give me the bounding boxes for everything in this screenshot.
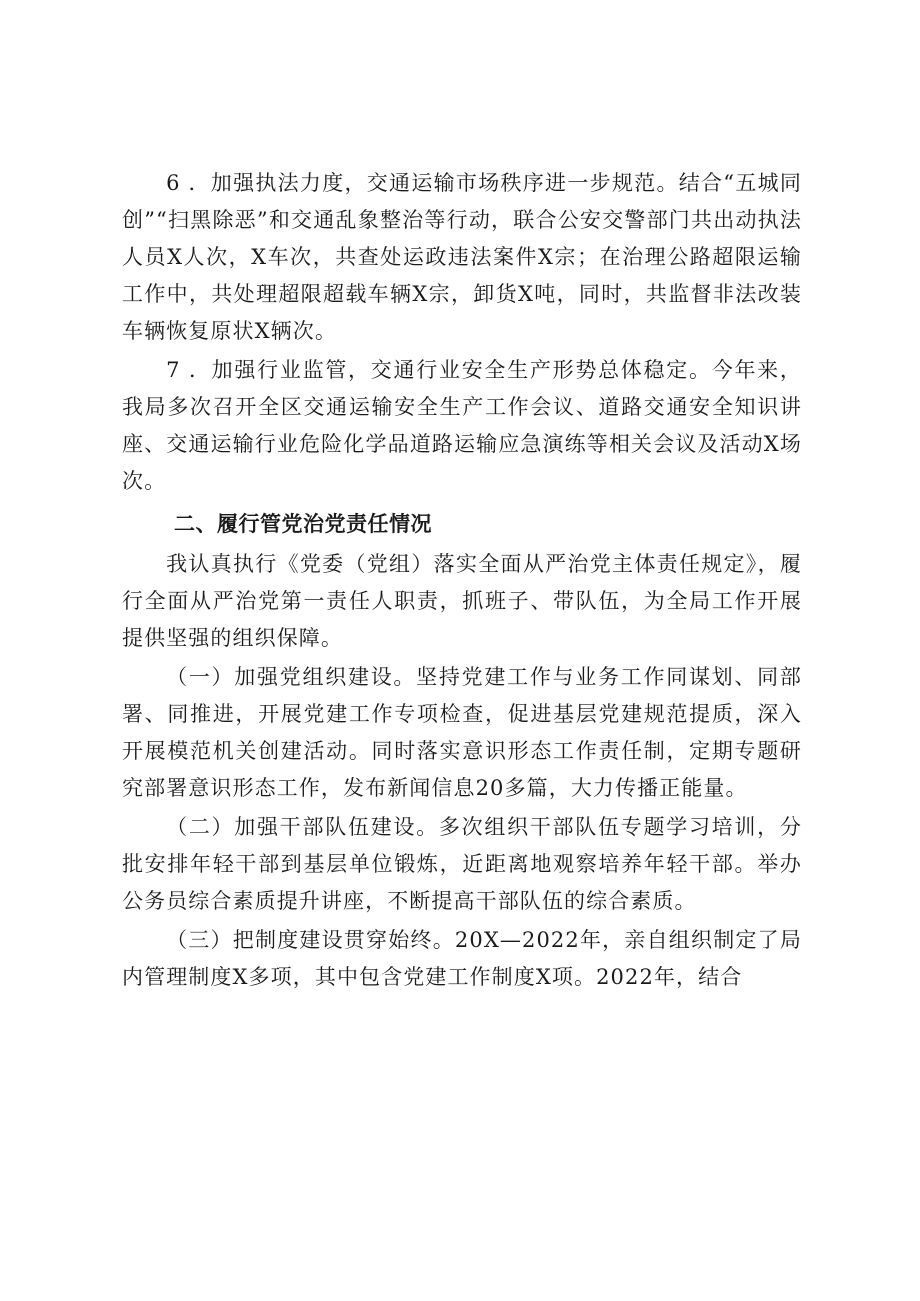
document-page xyxy=(122,165,802,996)
paragraph-sub-3: （三）把制度建设贯穿始终。20X—2022年，亲自组织制定了局内管理制度X多项，其中包含党建工作制度X项。2022年，结合 xyxy=(122,928,802,989)
paragraph-sub-2: （二）加强干部队伍建设。多次组织干部队伍专题学习培训，分批安排年轻干部到基层单位锻炼，近距离地观察培养年轻干部。举办公务员综合素质提升讲座，不断提高干部队伍的综合素质。 xyxy=(122,815,802,913)
paragraph-item-7: 7 ．加强行业监管，交通行业安全生产形势总体稳定。今年来，我局多次召开全区交通运输安全生产工作会议、道路交通安全知识讲座、交通运输行业危险化学品道路运输应急演练等相关会议及活动X场次。 xyxy=(122,358,802,493)
paragraph-sub-1: （一）加强党组织建设。坚持党建工作与业务工作同谋划、同部署、同推进，开展党建工作专项检查，促进基层党建规范提质，深入开展模范机关创建活动。同时落实意识形态工作责任制，定期专题研究部署意识形态工作，发布新闻信息20多篇，大力传播正能量。 xyxy=(122,665,802,800)
paragraph-section-intro: 我认真执行《党委（党组）落实全面从严治党主体责任规定》，履行全面从严治党第一责任人职责，抓班子、带队伍，为全局工作开展提供坚强的组织保障。 xyxy=(122,552,802,650)
paragraph-item-6: 6 ．加强执法力度，交通运输市场秩序进一步规范。结合“五城同创”“扫黑除恶”和交通乱象整治等行动，联合公安交警部门共出动执法人员X人次，X车次，共查处运政违法案件X宗；在治理公路超限运输工作中，共处理超限超载车辆X宗，卸货X吨，同时，共监督非法改装车辆恢复原状X辆次。 xyxy=(122,171,802,343)
section-heading: 二、履行管党治党责任情况 xyxy=(174,512,432,536)
